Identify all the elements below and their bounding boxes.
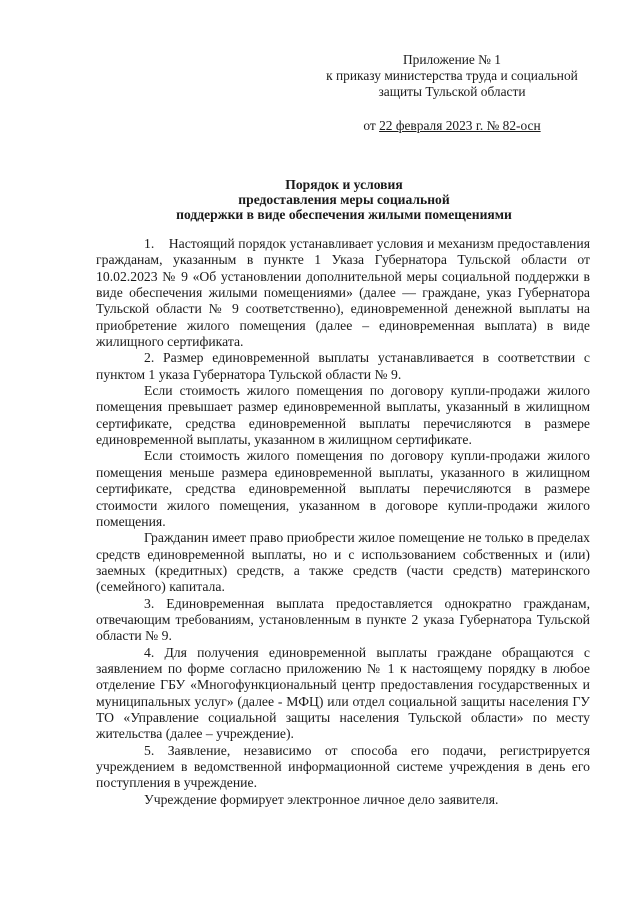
annex-order-date (318, 118, 586, 134)
document-body (96, 236, 590, 808)
paragraph-item-1: 1. Настоящий порядок устанавливает условия и механизм предоставления гражданам, указанным в пункте 1 Указа Губернатора Тульской области от 10.02.2023 № 9 «Об установлении дополнительной меры социальной поддержки в виде обеспечения жилыми помещениями» (далее — граждане, указ Губернатора Тульской области № 9 соответственно), единовременной денежной выплаты на приобретение жилого помещения (далее – единовременная выплата) в виде жилищного сертификата. (96, 236, 590, 350)
paragraph-price-exceeds: Если стоимость жилого помещения по договору купли-продажи жилого помещения превышает размер единовременной выплаты, указанный в жилищном сертификате, средства единовременной выплаты перечисляются в размере единовременной выплаты, указанном в жилищном сертификате. (96, 383, 590, 448)
annex-ministry-line: защиты Тульской области (378, 84, 526, 99)
paragraph-item-4: 4. Для получения единовременной выплаты граждане обращаются с заявлением по форме согласно приложению № 1 к настоящему порядку в любое отделение ГБУ «Многофункциональный центр предоставления государственных и муниципальных услуг» (далее - МФЦ) или отдел социальной защиты населения ГУ ТО «Управление социальной защиты населения Тульской области» по месту жительства (далее – учреждение). (96, 644, 590, 742)
annex-header (318, 52, 586, 134)
annex-date-value: 22 февраля 2023 г. № 82-осн (379, 118, 541, 133)
paragraph-own-funds: Гражданин имеет право приобрести жилое помещение не только в пределах средств единовременной выплаты, но и с использованием собственных и (или) заемных (кредитных) средств, а также средств (части средств) материнского (семейного) капитала. (96, 530, 590, 595)
annex-order-line: к приказу министерства труда и социальной (326, 68, 578, 83)
paragraph-personal-file: Учреждение формирует электронное личное дело заявителя. (144, 791, 499, 807)
title-line-2: предоставления меры социальной (238, 192, 450, 207)
title-line-1: Порядок и условия (285, 177, 403, 192)
paragraph-item-3: 3. Единовременная выплата предоставляется однократно гражданам, отвечающим требованиям, установленным в пункте 2 указа Губернатора Тульской области № 9. (96, 595, 590, 644)
paragraph-item-2: 2. Размер единовременной выплаты устанавливается в соответствии с пунктом 1 указа Губернатора Тульской области № 9. (96, 350, 590, 382)
paragraph-price-less: Если стоимость жилого помещения по договору купли-продажи жилого помещения меньше размера единовременной выплаты, указанного в жилищном сертификате, средства единовременной выплаты перечисляются в размере стоимости жилого помещения, указанном в договоре купли-продажи жилого помещения. (96, 448, 590, 529)
paragraph-item-5: 5. Заявление, независимо от способа его подачи, регистрируется учреждением в ведомственной информационной системе учреждения в день его поступления в учреждение. (96, 742, 590, 791)
title-line-3: поддержки в виде обеспечения жилыми помещениями (176, 207, 512, 222)
annex-date-prefix: от (363, 118, 380, 133)
annex-number: Приложение № 1 (402, 52, 502, 67)
document-title (96, 177, 592, 222)
